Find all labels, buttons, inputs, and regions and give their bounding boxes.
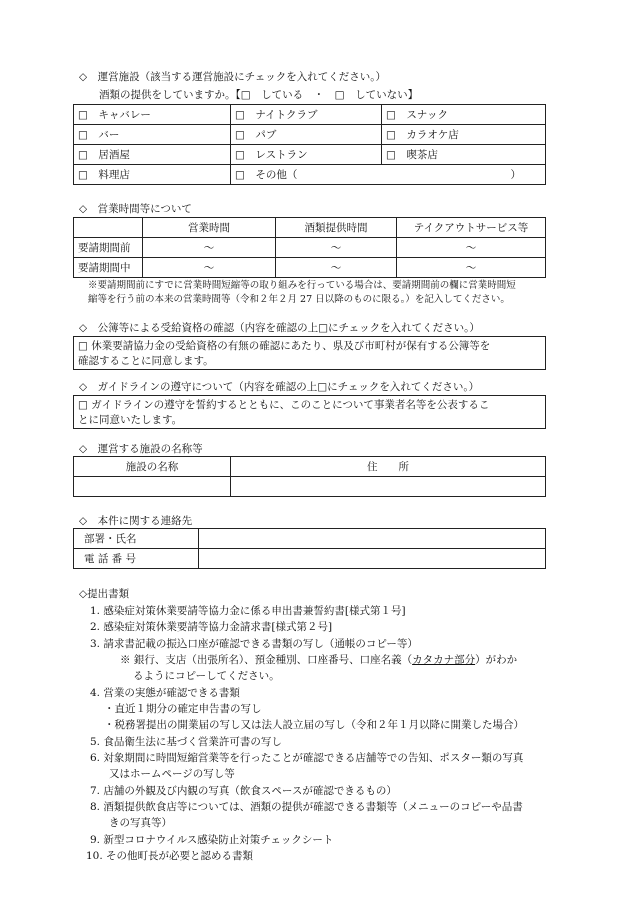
row-label-before: 要請期間前 (74, 238, 143, 258)
list-item: 4. 営業の実態が確認できる書類 (90, 687, 240, 699)
list-item-continuation: るようにコピーしてください。 (133, 670, 280, 682)
checkbox-izakaya[interactable]: □ 居酒屋 (74, 145, 231, 165)
documents-heading: ◇提出書類 (79, 588, 130, 600)
checkbox-other[interactable] (231, 165, 546, 185)
list-item: 8. 酒類提供飲食店等については、酒類の提供が確認できる書類等（メニューのコピーや品書 (90, 801, 523, 813)
facility-name-cell[interactable] (74, 477, 231, 497)
list-item: 7. 店舗の外観及び内観の写真（飲食スペースが確認できるもの） (90, 785, 397, 797)
note-text-a: ※ 銀行、支店（出張所名）、預金種別、口座番号、口座名義（ (120, 654, 413, 666)
hours-cell[interactable]: ～ (276, 238, 397, 258)
section-heading-hours: ◇ 営業時間等について (79, 203, 192, 215)
checkbox-nightclub[interactable]: □ ナイトクラブ (231, 105, 382, 125)
section-heading-facility-name: ◇ 運営する施設の名称等 (79, 443, 203, 455)
guideline-consent-line2: とに同意いたします。 (78, 414, 183, 426)
registry-consent-checkbox[interactable] (73, 336, 546, 370)
contact-name-cell[interactable] (199, 529, 546, 549)
contact-phone-label: 電 話 番 号 (74, 549, 199, 569)
list-item-continuation: きの写真等） (109, 817, 172, 829)
section-heading-contact: ◇ 本件に関する連絡先 (79, 515, 193, 527)
facility-name-table (73, 456, 546, 497)
hours-header-takeout: テイクアウトサービス等 (397, 218, 546, 238)
row-label-during: 要請期間中 (74, 258, 143, 278)
list-item: 9. 新型コロナウイルス感染防止対策チェックシート (90, 834, 334, 846)
other-label: □ その他（ (235, 169, 298, 181)
hours-cell[interactable]: ～ (397, 258, 546, 278)
hours-header-business: 営業時間 (143, 218, 276, 238)
hours-cell[interactable]: ～ (276, 258, 397, 278)
list-item-continuation: 又はホームページの写し等 (109, 768, 235, 780)
checkbox-cabaret[interactable]: □ キャバレー (74, 105, 231, 125)
section-heading-facility: ◇ 運営施設（該当する運営施設にチェックを入れてください。） (79, 71, 387, 83)
hours-note-1: ※要請期間前にすでに営業時間短縮等の取り組みを行っている場合は、要請期間前の欄に営業時間短 (88, 280, 516, 291)
checkbox-restaurant[interactable]: □ レストラン (231, 145, 382, 165)
facility-type-table (73, 104, 546, 185)
checkbox-cafe[interactable]: □ 喫茶店 (382, 145, 546, 165)
list-item: 6. 対象期間に時間短縮営業等を行ったことが確認できる店舗等での告知、ポスター類の写真 (90, 752, 524, 764)
checkbox-snack[interactable]: □ スナック (382, 105, 546, 125)
checkbox-karaoke[interactable]: □ カラオケ店 (382, 125, 546, 145)
registry-consent-line2: 確認することに同意します。 (78, 355, 214, 367)
facility-address-header: 住 所 (231, 457, 546, 477)
section-heading-guideline: ◇ ガイドラインの遵守について（内容を確認の上□にチェックを入れてください。） (79, 381, 480, 393)
list-subitem: ・税務署提出の開業届の写し又は法人設立届の写し（令和２年１月以降に開業した場合） (104, 719, 524, 731)
checkbox-bar[interactable]: □ バー (74, 125, 231, 145)
section-heading-registry: ◇ 公簿等による受給資格の確認（内容を確認の上□にチェックを入れてください。） (79, 322, 480, 334)
note-text-b: ）がわか (475, 654, 518, 666)
contact-name-label: 部署・氏名 (74, 529, 199, 549)
hours-cell[interactable]: ～ (143, 258, 276, 278)
facility-name-header: 施設の名称 (74, 457, 231, 477)
guideline-consent-checkbox[interactable] (73, 395, 546, 429)
alcohol-question: 酒類の提供をしていますか。【□ している ・ □ していない】 (99, 89, 419, 101)
list-subitem: ・直近１期分の確定申告書の写し (104, 703, 262, 715)
contact-phone-cell[interactable] (199, 549, 546, 569)
other-close-paren: ） (510, 169, 521, 181)
list-item-note (120, 652, 517, 667)
list-item: 5. 食品衛生法に基づく営業許可書の写し (90, 736, 282, 748)
hours-header-alcohol: 酒類提供時間 (276, 218, 397, 238)
hours-header-blank (74, 218, 143, 238)
checkbox-pub[interactable]: □ パブ (231, 125, 382, 145)
hours-cell[interactable]: ～ (143, 238, 276, 258)
contact-table (73, 528, 546, 569)
list-item: 3. 請求書記載の振込口座が確認できる書類の写し（通帳のコピー等） (90, 638, 418, 650)
facility-address-cell[interactable] (231, 477, 546, 497)
list-item: 1. 感染症対策休業要請等協力金に係る申出書兼誓約書[様式第１号] (90, 605, 406, 617)
note-text-underlined: カタカナ部分 (412, 654, 476, 666)
registry-consent-line1: □ 休業要請協力金の受給資格の有無の確認にあたり、県及び市町村が保有する公簿等を (78, 340, 491, 352)
checkbox-ryoriten[interactable]: □ 料理店 (74, 165, 231, 185)
guideline-consent-line1: □ ガイドラインの遵守を誓約するとともに、このことについて事業者名等を公表するこ (78, 399, 490, 411)
list-item: 2. 感染症対策休業要請等協力金請求書[様式第２号] (90, 621, 333, 633)
hours-note-2: 縮等を行う前の本来の営業時間等（令和２年２月 27 日以降のものに限る。）を記入してください。 (88, 294, 510, 305)
hours-cell[interactable]: ～ (397, 238, 546, 258)
business-hours-table (73, 217, 546, 278)
list-item: 10. その他町長が必要と認める書類 (86, 850, 254, 862)
